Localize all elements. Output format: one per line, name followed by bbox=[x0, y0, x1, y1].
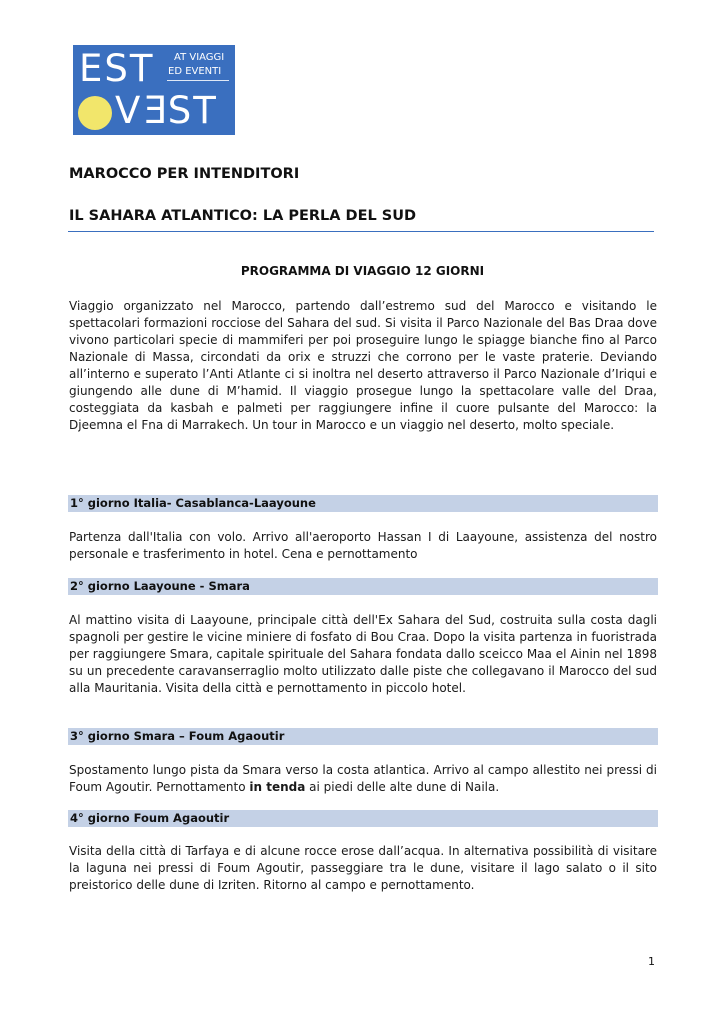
est-ovest-logo bbox=[73, 45, 235, 135]
page-number: 1 bbox=[648, 955, 655, 968]
logo-divider bbox=[167, 80, 229, 81]
subtitle-heading: IL SAHARA ATLANTICO: LA PERLA DEL SUD bbox=[69, 208, 417, 224]
title-heading: MAROCCO PER INTENDITORI bbox=[69, 166, 300, 182]
day-3-text: Spostamento lungo pista da Smara verso la costa atlantica. Arrivo al campo allestito nei pressi di Foum Agoutir. Pernottamento in tenda ai piedi delle alte dune di Naila. bbox=[69, 763, 657, 794]
day-4-header: 4° giorno Foum Agaoutir bbox=[68, 810, 658, 827]
day-2-header: 2° giorno Laayoune - Smara bbox=[68, 578, 658, 595]
day-1-header: 1° giorno Italia- Casablanca-Laayoune bbox=[68, 495, 658, 512]
logo-ovest-text: VEST bbox=[115, 89, 218, 132]
logo-tagline-1: AT VIAGGI bbox=[174, 52, 225, 63]
day-2-text: Al mattino visita di Laayoune, principale città dell'Ex Sahara del Sud, costruita sulla costa dagli spagnoli per gestire le vicine miniere di fosfato di Bou Craa. Dopo la visita partenza in fuoristrada per raggiungere Smara, capitale spirituale del Sahara fondata dallo sceicco Maa el Ainin nel 1898 su un precedente caravanserraglio molto utilizzato dalle piste che collegavano il Marocco del sud alla Mauritania. Visita della città e pernottamento in piccolo hotel. bbox=[69, 613, 657, 695]
intro-paragraph: Viaggio organizzato nel Marocco, partendo dall’estremo sud del Marocco e visitando le spettacolari formazioni rocciose del Sahara del sud. Si visita il Parco Nazionale del Bas Draa dove vivono particolari specie di mammiferi per poi proseguire lungo le spiagge bianche fino al Parco Nazionale di Massa, circondati da orix e struzzi che corrono per le vaste praterie. Deviando all’interno e superato l’Anti Atlante ci si inoltra nel deserto attraverso il Parco Nazionale d’Iriqui e giungendo alle dune di M’hamid. Il viaggio prosegue lungo la spettacolare valle del Draa, costeggiata da kasbah e palmeti per raggiungere infine il cuore pulsante del Marocco: la Djeemna el Fna di Marrakech. Un tour in Marocco e un viaggio nel deserto, molto speciale. bbox=[69, 299, 657, 432]
heading-divider bbox=[68, 231, 654, 232]
in-tenda-bold: in tenda bbox=[249, 780, 306, 794]
logo-tagline-2: ED EVENTI bbox=[168, 66, 222, 77]
program-title: PROGRAMMA DI VIAGGIO 12 GIORNI bbox=[240, 264, 485, 278]
logo-sun-icon bbox=[78, 96, 112, 130]
day-3-header: 3° giorno Smara – Foum Agaoutir bbox=[68, 728, 658, 745]
logo-est-text: EST bbox=[79, 47, 155, 90]
day-1-text: Partenza dall'Italia con volo. Arrivo all'aeroporto Hassan I di Laayoune, assistenza del nostro personale e trasferimento in hotel. Cena e pernottamento bbox=[69, 530, 657, 561]
day-4-text: Visita della città di Tarfaya e di alcune rocce erose dall’acqua. In alternativa possibilità di visitare la laguna nei pressi di Foum Agoutir, passeggiare tra le dune, visitare il lago salato o il sito preistorico delle dune di Izriten. Ritorno al campo e pernottamento. bbox=[69, 844, 657, 892]
